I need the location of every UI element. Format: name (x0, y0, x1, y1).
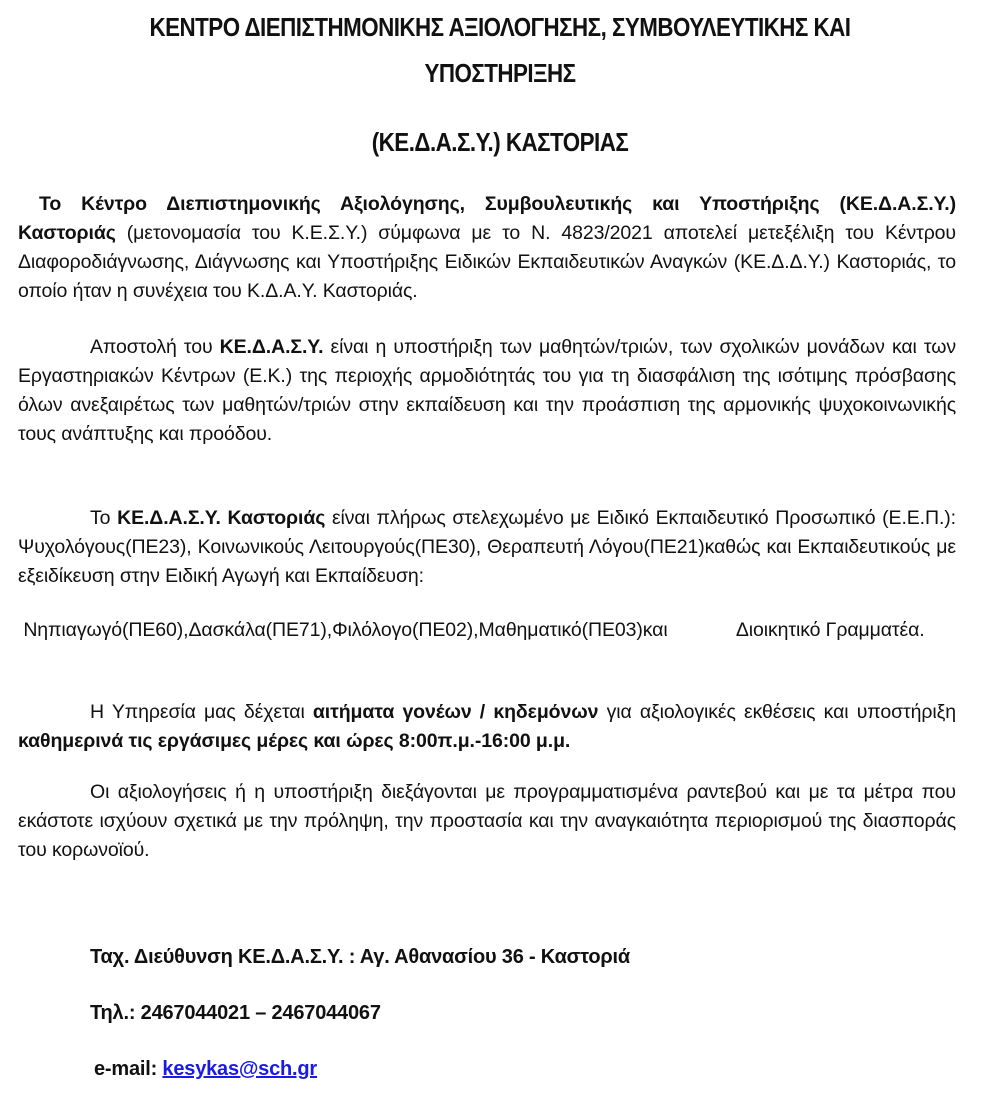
hours-pre: Η Υπηρεσία μας δέχεται (90, 701, 313, 723)
staff-pre: Το (90, 507, 118, 529)
hours-bold-requests: αιτήματα γονέων / κηδεμόνων (312, 701, 599, 723)
hours-bold-schedule: καθημερινά τις εργάσιμες μέρες και ώρες 8:00π.μ.-16:00 μ.μ. (18, 730, 571, 752)
intro-text: (μετονομασία του Κ.Ε.Σ.Υ.) σύμφωνα με το Ν. 4823/2021 αποτελεί μετεξέλιξη του Κέντρου Διαφοροδιάγνωσης, Διάγνωσης και Υποστήριξης Ειδικών Εκπαιδευτικών Αναγκών (ΚΕ.Δ.Δ.Υ.) Καστοριάς, το οποίο ήταν η συνέχεια του Κ.Δ.Α.Υ. Καστοριάς. (18, 222, 956, 302)
phone-numbers: Τηλ.: 2467044021 – 2467044067 (90, 1002, 381, 1024)
postal-address: Ταχ. Διεύθυνση ΚΕ.Δ.Α.Σ.Υ. : Αγ. Αθανασίου 36 - Καστοριά (90, 946, 630, 968)
title-line-1: ΚΕΝΤΡΟ ΔΙΕΠΙΣΤΗΜΟΝΙΚΗΣ ΑΞΙΟΛΟΓΗΣΗΣ, ΣΥΜΒΟΥΛΕΥΤΙΚΗΣ ΚΑΙ (149, 12, 851, 42)
staff-list-b: Διοικητικό Γραμματέα. (735, 619, 925, 641)
hours-mid: για αξιολογικές εκθέσεις και υποστήριξη (598, 701, 956, 723)
intro-bold: Το Κέντρο Διεπιστημονικής Αξιολόγησης, Συμβουλευτικής και Υποστήριξης (ΚΕ.Δ.Α.Σ.Υ.) Καστοριάς (18, 193, 956, 244)
mission-pre: Αποστολή του (90, 336, 220, 358)
mission-text: είναι η υποστήριξη των μαθητών/τριών, των σχολικών μονάδων και των Εργαστηριακών Κέντρων (Ε.Κ.) της περιοχής αρμοδιότητάς του για τη διασφάλιση της ισότιμης πρόσβασης όλων ανεξαιρέτως των μαθητών/τριών στην εκπαίδευση και την προάσπιση της αρμονικής ψυχοκοινωνικής τους ανάπτυξης και προόδου. (18, 336, 956, 445)
staff-text: είναι πλήρως στελεχωμένο με Ειδικό Εκπαιδευτικό Προσωπικό (Ε.Ε.Π.): Ψυχολόγους(ΠΕ23), Κοινωνικούς Λειτουργούς(ΠΕ30), Θεραπευτή Λόγου(ΠΕ21)καθώς και Εκπαιδευτικούς με εξειδίκευση στην Ειδική Αγωγή και Εκπαίδευση: (18, 507, 956, 587)
title-line-2: ΥΠΟΣΤΗΡΙΞΗΣ (424, 58, 576, 88)
mission-bold: ΚΕ.Δ.Α.Σ.Υ. (219, 336, 324, 358)
email-label: e-mail: (94, 1058, 163, 1080)
intro-paragraph (18, 190, 956, 306)
email-line (94, 1058, 317, 1081)
appointments-text: Οι αξιολογήσεις ή η υποστήριξη διεξάγονται με προγραμματισμένα ραντεβού και με τα μέτρα που εκάστοτε ισχύουν σχετικά με την πρόληψη, την προστασία και την αναγκαιότητα περιορισμού της διασποράς του κορωνοϊού. (18, 781, 956, 861)
staff-paragraph (18, 504, 956, 591)
hours-paragraph (18, 698, 956, 756)
staff-list-a: Νηπιαγωγό(ΠΕ60),Δασκάλα(ΠΕ71),Φιλόλογο(ΠΕ02),Μαθηματικό(ΠΕ03)και (23, 619, 668, 641)
email-link[interactable]: kesykas@sch.gr (162, 1058, 318, 1080)
title-line-3: (ΚΕ.Δ.Α.Σ.Υ.) ΚΑΣΤΟΡΙΑΣ (371, 127, 629, 157)
mission-paragraph (18, 333, 956, 449)
staff-bold: ΚΕ.Δ.Α.Σ.Υ. Καστοριάς (117, 507, 326, 529)
staff-list-paragraph (18, 616, 956, 645)
appointments-paragraph (18, 778, 956, 865)
